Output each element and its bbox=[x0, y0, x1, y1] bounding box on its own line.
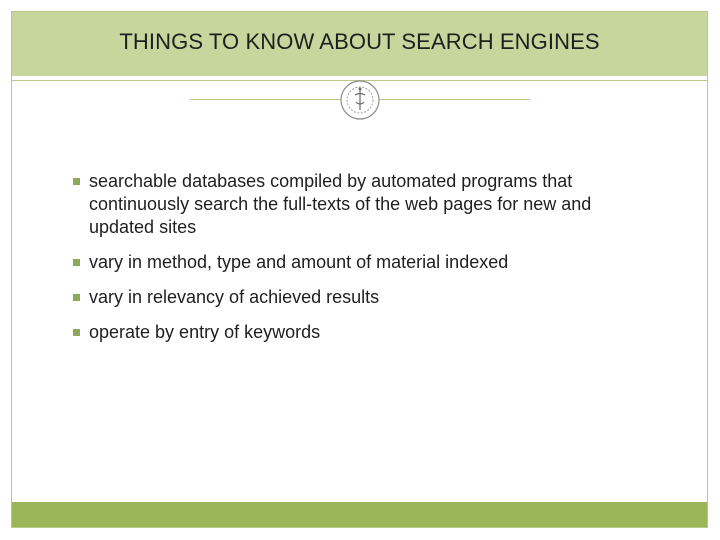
square-bullet-icon bbox=[73, 294, 80, 301]
bullet-text: searchable databases compiled by automated programs that continuously search the full-texts of the web pages for new and updated sites bbox=[89, 171, 592, 237]
title-band bbox=[12, 12, 707, 76]
bullet-text: vary in relevancy of achieved results bbox=[89, 287, 380, 307]
bullet-text: operate by entry of keywords bbox=[89, 322, 321, 342]
bullet-list bbox=[73, 170, 643, 356]
list-item bbox=[73, 286, 643, 309]
bullet-text: vary in method, type and amount of material indexed bbox=[89, 252, 509, 272]
seal-emblem-icon bbox=[335, 78, 385, 122]
list-item bbox=[73, 170, 643, 239]
slide-title: THINGS TO KNOW ABOUT SEARCH ENGINES bbox=[119, 29, 600, 54]
square-bullet-icon bbox=[73, 329, 80, 336]
list-item bbox=[73, 321, 643, 344]
footer-band bbox=[12, 502, 707, 527]
square-bullet-icon bbox=[73, 259, 80, 266]
list-item bbox=[73, 251, 643, 274]
square-bullet-icon bbox=[73, 178, 80, 185]
